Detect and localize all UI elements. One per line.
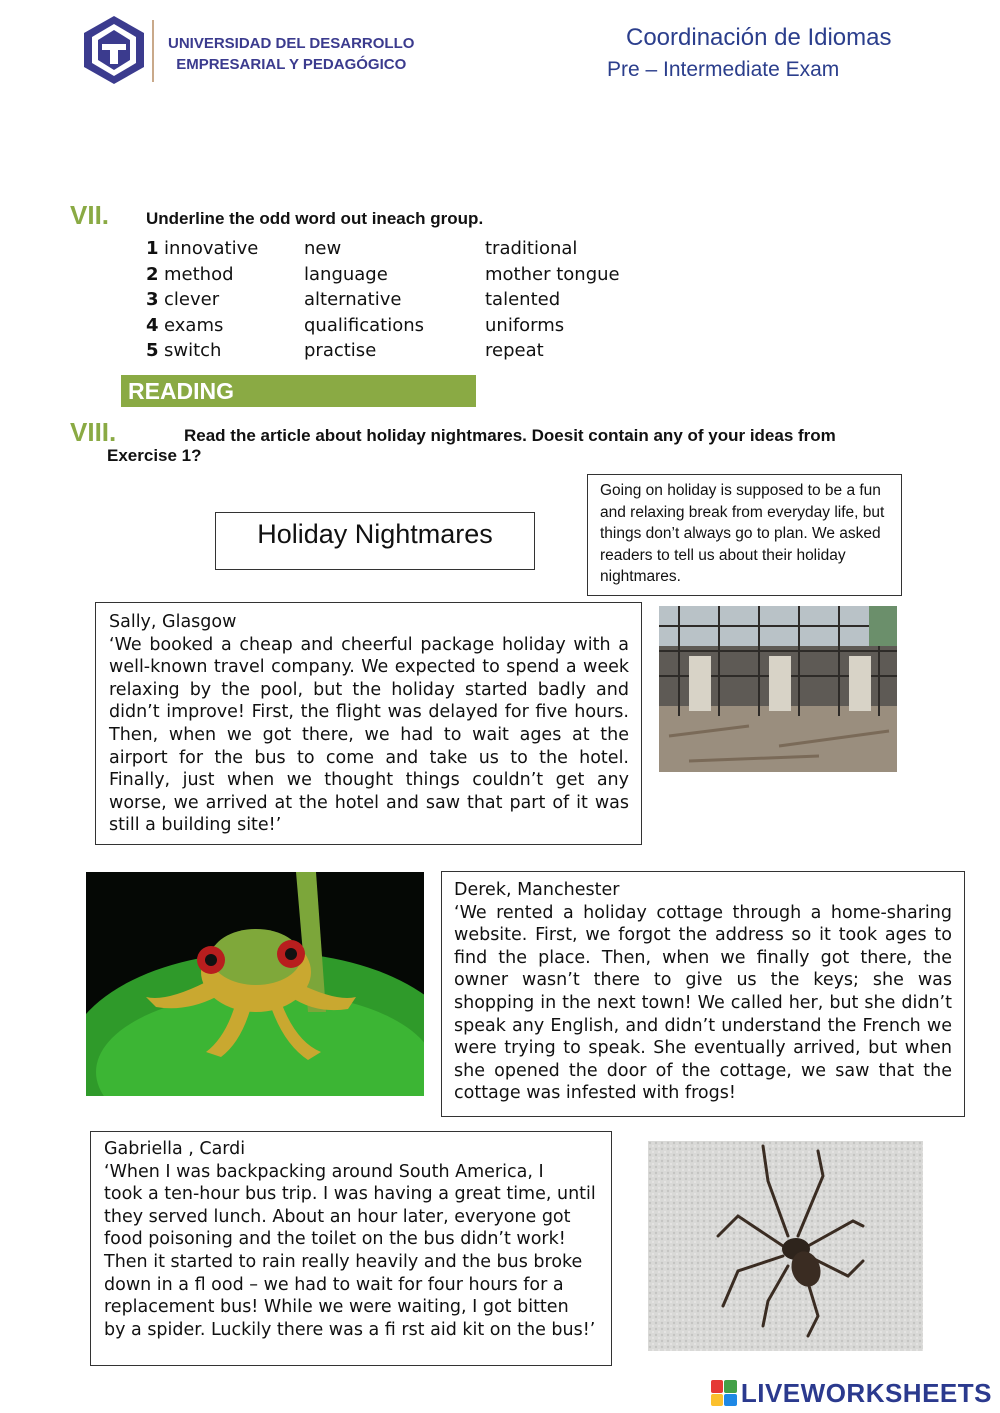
word-option[interactable]: uniforms [485, 314, 565, 336]
group-number: 5 [146, 340, 159, 362]
word-group-row [146, 236, 620, 262]
word-option[interactable]: alternative [304, 289, 402, 311]
story-gabriella [90, 1131, 612, 1366]
story-text: ‘We booked a cheap and cheerful package holiday with a well-known travel company. We expected to spend a week relaxing by the pool, but the holiday started badly and didn’t improve! First, the flight was delayed for five hours. Then, when we got there, we had to wait ages at the airport for the bus to come and take us to the hotel. Finally, just when we thought things couldn’t get any worse, we arrived at the hotel and saw that part of it was still a building site!’ [109, 634, 629, 836]
exam-title: Pre – Intermediate Exam [607, 58, 840, 81]
word-option[interactable]: mother tongue [485, 263, 620, 285]
story-line: took a ten-hour bus trip. I was having a great time, until [104, 1184, 596, 1205]
word-group-row [146, 287, 620, 313]
group-number: 3 [146, 289, 159, 311]
section-8-number: VIII. [70, 417, 117, 447]
reading-section-banner: READING [121, 375, 476, 407]
section-7-instruction: Underline the odd word out ineach group. [146, 209, 484, 228]
group-number: 2 [146, 263, 159, 285]
word-option[interactable]: repeat [485, 340, 544, 362]
word-option[interactable]: traditional [485, 238, 578, 260]
university-line-1: UNIVERSIDAD DEL DESARROLLO [168, 35, 415, 52]
spider-photo [648, 1141, 923, 1351]
group-number: 1 [146, 238, 159, 260]
story-author: Gabriella , Cardi [104, 1139, 246, 1159]
story-line: by a spider. Luckily there was a fi rst aid kit on the bus!’ [104, 1319, 596, 1340]
building-site-photo [659, 606, 897, 772]
liveworksheets-brand: LIVEWORKSHEETS [740, 1377, 992, 1408]
word-option[interactable]: new [304, 238, 342, 260]
department-title: Coordinación de Idiomas [626, 24, 892, 51]
word-option[interactable]: method [164, 263, 234, 285]
story-line: food poisoning and the toilet on the bus didn’t work! [104, 1229, 566, 1250]
story-derek [441, 871, 965, 1117]
story-author: Sally, Glasgow [109, 612, 237, 632]
section-8-instruction-line-1: Read the article about holiday nightmares. Doesit contain any of your ideas from [184, 426, 836, 445]
story-line: Then it started to rain really heavily and the bus broke [104, 1251, 583, 1272]
word-option[interactable]: language [304, 263, 388, 285]
word-option[interactable]: switch [164, 340, 222, 362]
word-option[interactable]: innovative [164, 238, 259, 260]
university-line-2: EMPRESARIAL Y PEDAGÓGICO [176, 56, 407, 73]
liveworksheets-icon [711, 1380, 737, 1406]
story-line: they served lunch. About an hour later, everyone got [104, 1206, 571, 1227]
story-line: replacement bus! While we were waiting, I got bitten [104, 1297, 569, 1318]
story-line: down in a fl ood – we had to wait for four hours for a [104, 1274, 564, 1295]
word-option[interactable]: clever [164, 289, 220, 311]
article-intro: Going on holiday is supposed to be a fun and relaxing break from everyday life, but things don’t always go to plan. We asked readers to tell us about their holiday nightmares. [587, 474, 902, 596]
university-logo [78, 14, 150, 86]
word-group-row [146, 262, 620, 288]
word-option[interactable]: qualifications [304, 314, 424, 336]
odd-word-table [146, 236, 620, 364]
group-number: 4 [146, 314, 159, 336]
story-author: Derek, Manchester [454, 880, 620, 900]
word-option[interactable]: talented [485, 289, 561, 311]
story-sally [95, 602, 642, 845]
word-option[interactable]: exams [164, 314, 224, 336]
story-text: ‘We rented a holiday cottage through a home-sharing website. First, we forgot the address so it took ages to find the place. Then, when we finally got there, the owner wasn’t there to give us the keys; she was shopping in the next town! We called her, but she didn’t speak any English, and didn’t understand the French we were trying to speak. She eventually arrived, but when she opened the door of the cottage, we saw that the cottage was infested with frogs! [454, 902, 952, 1104]
word-option[interactable]: practise [304, 340, 377, 362]
frog-photo [86, 872, 424, 1096]
liveworksheets-logo [711, 1378, 992, 1408]
word-group-row [146, 338, 620, 364]
word-group-row [146, 313, 620, 339]
university-name [168, 33, 414, 75]
story-line: ‘When I was backpacking around South America, I [104, 1161, 544, 1182]
article-title: Holiday Nightmares [215, 512, 535, 570]
section-7-number: VII. [70, 200, 110, 230]
logo-divider [152, 20, 154, 82]
section-8-instruction-line-2: Exercise 1? [107, 446, 202, 465]
